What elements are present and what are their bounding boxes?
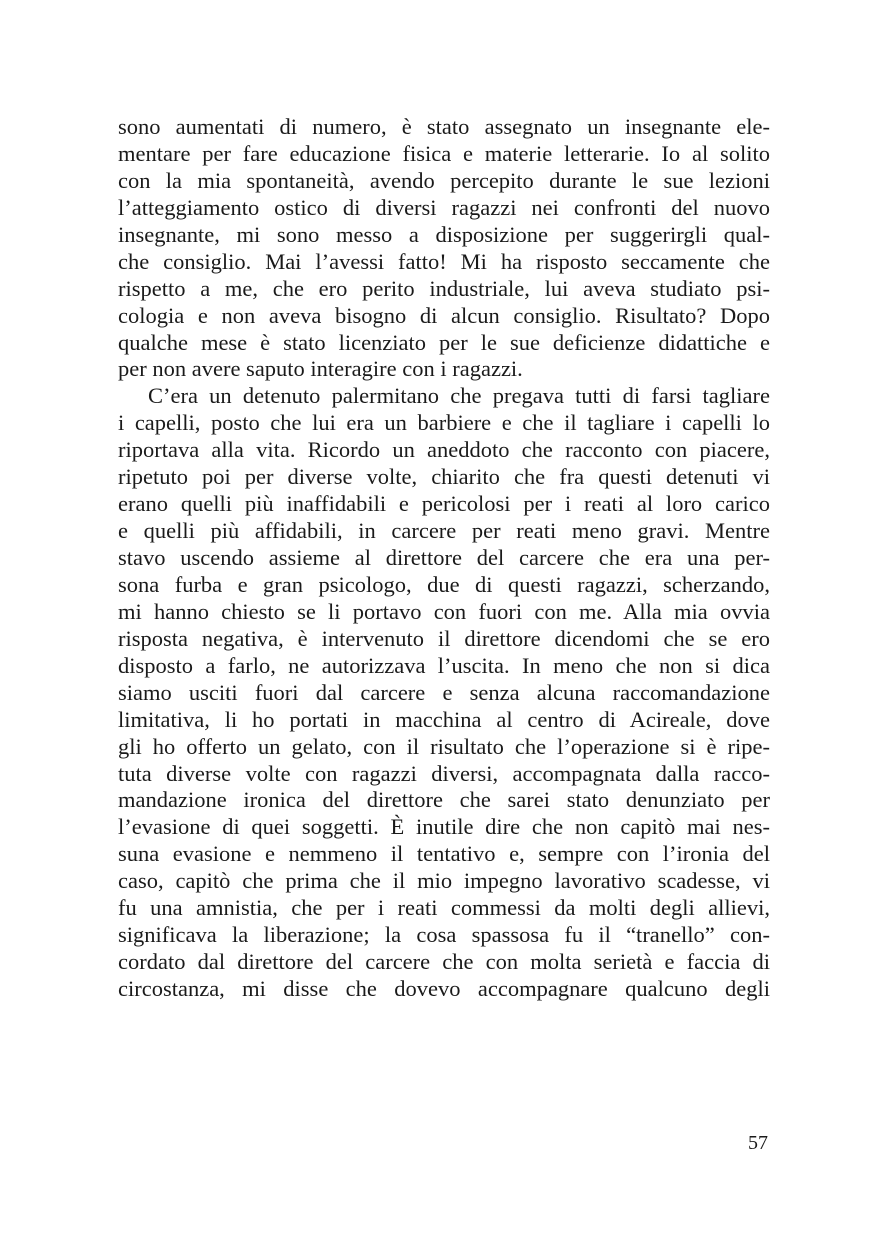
- text-line: l’atteggiamento ostico di diversi ragazzi nei confronti del nuovo: [118, 194, 770, 220]
- text-line: ripetuto poi per diverse volte, chiarito che fra questi detenuti vi: [118, 464, 770, 490]
- text-line: mentare per fare educazione fisica e materie letterarie. Io al solito: [118, 140, 770, 166]
- text-line: significava la liberazione; la cosa spassosa fu il “tranello” con-: [118, 922, 770, 948]
- text-line: tuta diverse volte con ragazzi diversi, accompagnata dalla racco-: [118, 760, 770, 786]
- paragraph-end-line: per non avere saputo interagire con i ragazzi.: [118, 356, 523, 382]
- text-line: qualche mese è stato licenziato per le sue deficienze didattiche e: [118, 329, 770, 355]
- text-line: risposta negativa, è intervenuto il direttore dicendomi che se ero: [118, 625, 770, 651]
- text-line: cordato dal direttore del carcere che con molta serietà e faccia di: [118, 949, 770, 975]
- text-line: siamo usciti fuori dal carcere e senza alcuna raccomandazione: [118, 679, 770, 705]
- text-line: gli ho offerto un gelato, con il risultato che l’operazione si è ripe-: [118, 733, 770, 759]
- text-line: disposto a farlo, ne autorizzava l’uscita. In meno che non si dica: [118, 652, 770, 678]
- text-line: sono aumentati di numero, è stato assegnato un insegnante ele-: [118, 114, 770, 139]
- text-line: e quelli più affidabili, in carcere per reati meno gravi. Mentre: [118, 518, 770, 544]
- text-line: riportava alla vita. Ricordo un aneddoto che racconto con piacere,: [118, 437, 770, 463]
- text-line: insegnante, mi sono messo a disposizione per suggerirgli qual-: [118, 221, 770, 247]
- text-line: sona furba e gran psicologo, due di questi ragazzi, scherzando,: [118, 571, 770, 597]
- text-line: cologia e non aveva bisogno di alcun consiglio. Risultato? Dopo: [118, 302, 770, 328]
- text-line: che consiglio. Mai l’avessi fatto! Mi ha risposto seccamente che: [118, 248, 770, 274]
- text-line: l’evasione di quei soggetti. È inutile dire che non capitò mai nes-: [118, 814, 770, 840]
- paragraph-start-line: C’era un detenuto palermitano che pregava tutti di farsi tagliare: [148, 383, 770, 409]
- page-number: 57: [748, 1132, 768, 1154]
- text-line: erano quelli più inaffidabili e pericolosi per i reati al loro carico: [118, 491, 770, 517]
- text-line: fu una amnistia, che per i reati commessi da molti degli allievi,: [118, 895, 770, 921]
- text-line: mi hanno chiesto se li portavo con fuori con me. Alla mia ovvia: [118, 598, 770, 624]
- text-line: stavo uscendo assieme al direttore del carcere che era una per-: [118, 545, 770, 570]
- text-line: limitativa, li ho portati in macchina al centro di Acireale, dove: [118, 706, 770, 732]
- page-body: [118, 114, 770, 1003]
- text-line: rispetto a me, che ero perito industriale, lui aveva studiato psi-: [118, 275, 770, 301]
- text-line: con la mia spontaneità, avendo percepito durante le sue lezioni: [118, 167, 770, 193]
- text-line: mandazione ironica del direttore che sarei stato denunziato per: [118, 787, 770, 813]
- text-line: i capelli, posto che lui era un barbiere e che il tagliare i capelli lo: [118, 410, 770, 436]
- text-line: caso, capitò che prima che il mio impegno lavorativo scadesse, vi: [118, 868, 770, 894]
- text-line: suna evasione e nemmeno il tentativo e, sempre con l’ironia del: [118, 841, 770, 867]
- text-line: circostanza, mi disse che dovevo accompagnare qualcuno degli: [118, 976, 770, 1001]
